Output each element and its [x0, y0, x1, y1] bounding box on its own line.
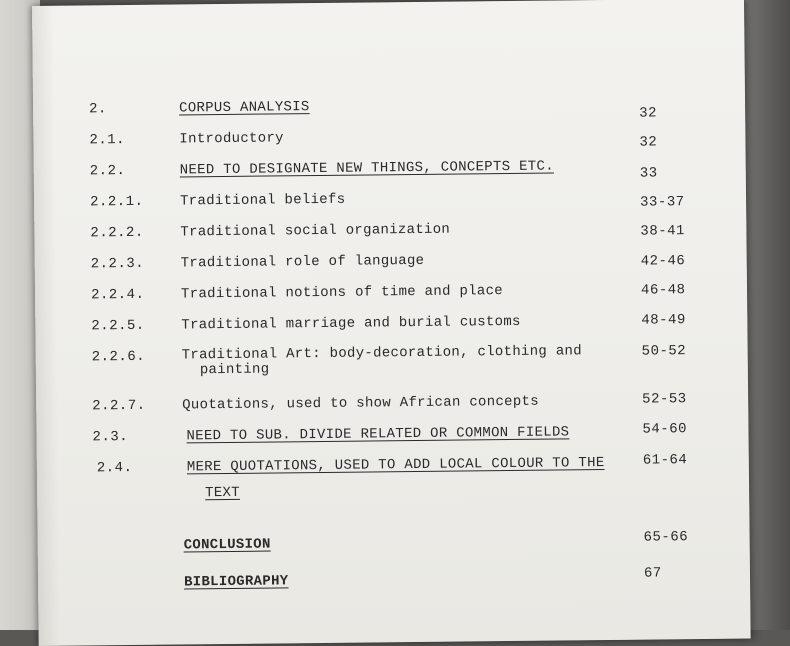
section-number: 2.2.1.: [89, 193, 144, 211]
page-range: 42-46: [640, 253, 686, 270]
section-title: NEED TO SUB. DIVIDE RELATED OR COMMON FIELDS: [186, 424, 570, 445]
toc-entry: [34, 157, 746, 192]
section-number: 2.2.2.: [90, 224, 144, 242]
toc-entry: [33, 95, 745, 130]
section-title: CONCLUSION: [183, 536, 271, 554]
toc-entry: [34, 188, 746, 223]
page-range: 32: [639, 134, 658, 151]
section-title-continuation: TEXT: [205, 484, 241, 502]
section-title-line: Traditional Art: body-decoration, clothing and: [181, 343, 582, 364]
section-title: [182, 344, 622, 379]
section-title: Traditional role of language: [180, 252, 425, 272]
toc-entry: [35, 281, 747, 316]
section-title-continuation: painting: [199, 361, 270, 379]
toc-entry: [37, 454, 749, 511]
toc-entry: [35, 250, 747, 285]
section-title: BIBLIOGRAPHY: [183, 573, 289, 591]
page-range: 33-37: [640, 194, 685, 211]
section-title: Traditional notions of time and place: [180, 283, 504, 303]
section-title: NEED TO DESIGNATE NEW THINGS, CONCEPTS ETC.: [179, 158, 554, 179]
toc-entry: [38, 565, 750, 604]
section-title: CORPUS ANALYSIS: [178, 99, 310, 117]
section-title: Traditional social organization: [180, 221, 451, 241]
section-title: Traditional beliefs: [179, 191, 346, 210]
page-range: 32: [639, 105, 658, 122]
section-number: 2.4.: [96, 459, 133, 477]
section-number: 2.2.7.: [92, 397, 146, 415]
section-number: 2.2.5.: [91, 317, 145, 335]
document-page: [32, 0, 751, 646]
section-number: 2.1.: [89, 132, 126, 149]
section-number: 2.3.: [92, 429, 129, 446]
page-range: 46-48: [640, 282, 686, 299]
page-range: 61-64: [642, 452, 688, 469]
page-range: 48-49: [641, 312, 686, 329]
section-number: 2.2.6.: [91, 348, 146, 366]
section-title-line: MERE QUOTATIONS, USED TO ADD LOCAL COLOUR TO THE: [186, 455, 605, 476]
toc-entry: [35, 312, 747, 347]
page-range: 38-41: [640, 223, 685, 240]
toc-entry: [38, 529, 750, 567]
toc-entry: [34, 219, 746, 254]
toc-entry: [36, 343, 748, 394]
section-title: Traditional marriage and burial customs: [181, 313, 521, 334]
section-number: 2.2.3.: [90, 255, 145, 273]
table-of-contents: [32, 0, 751, 646]
page-range: 50-52: [641, 343, 687, 360]
section-number: 2.: [89, 101, 107, 118]
section-title: [187, 455, 605, 475]
page-range: 67: [643, 565, 662, 582]
section-number: 2.2.: [89, 163, 126, 180]
page-range: 54-60: [642, 421, 688, 438]
section-title: Introductory: [179, 130, 284, 148]
toc-entry: [33, 126, 745, 161]
page-range: 65-66: [643, 529, 689, 546]
section-number: 2.2.4.: [90, 286, 145, 304]
section-title: Quotations, used to show African concepts: [182, 393, 540, 414]
page-range: 52-53: [642, 391, 687, 408]
page-range: 33: [639, 165, 658, 182]
